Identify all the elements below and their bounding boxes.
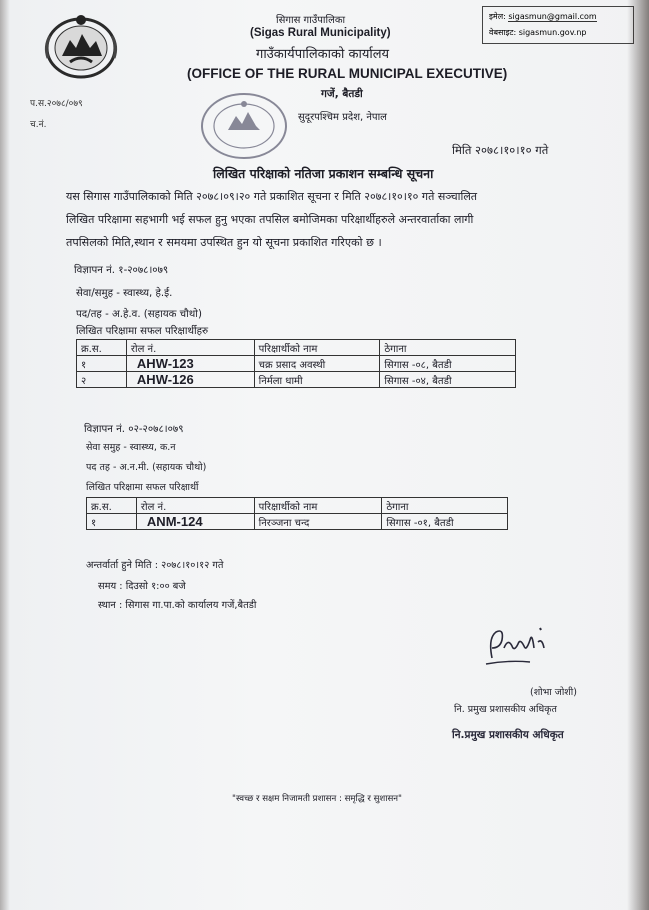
intro-line-2: लिखित परिक्षामा सहभागी भई सफल हुनु भएका तपसिल बमोजिमका परिक्षार्थीहरुले अन्तरवार्ताका लागी [66,213,474,226]
header-cell: परिक्षार्थीको नाम [254,340,380,356]
results-table-2 [86,497,508,530]
nepal-emblem-logo [40,10,122,80]
interview-place: स्थान : सिगास गा.पा.को कार्यालय गजें,बैतडी [98,600,257,611]
header-cell: ठेगाना [382,498,508,514]
municipality-name-np: सिगास गाउँपालिका [276,15,346,26]
designation-stamp: नि.प्रमुख प्रशासकीय अधिकृत [452,729,564,741]
table-caption-1: लिखित परिक्षामा सफल परिक्षार्थीहरु [76,326,209,337]
page-left-shadow [0,0,10,910]
post-level-2: पद तह - अ.न.मी. (सहायक चौथो) [86,462,207,473]
table-row [87,514,508,530]
header-cell: रोल नं. [126,340,254,356]
website-label: वेबसाइट: [489,28,517,37]
serial-cell: १ [87,514,137,530]
email-address: sigasmun@gmail.com [508,12,597,21]
municipality-name-en: (Sigas Rural Municipality) [250,27,391,39]
table-row [77,372,516,388]
interview-time: समय : दिउसो १:०० बजे [98,581,186,592]
page-edge-shadow [627,0,649,910]
office-name-en: (OFFICE OF THE RURAL MUNICIPAL EXECUTIVE) [187,66,508,81]
service-group-1: सेवा/समुह - स्वास्थ्य, हे.ई. [76,288,173,299]
notice-date: मिति २०७८।१०।१० गते [452,143,549,157]
address-cell: सिगास -०४, बैतडी [380,372,516,388]
email-label: इमेल: [489,12,506,21]
table-header-row [77,340,516,356]
roll-number-cell: ANM-124 [136,514,254,530]
reference-number: प.स.२०७८/०७९ [30,99,83,109]
header-cell: रोल नं. [136,498,254,514]
interview-date: अन्तर्वार्ता हुने मिति : २०७८।१०।१२ गते [86,560,224,571]
results-table-1 [76,339,516,388]
address-cell: सिगास -०८, बैतडी [380,356,516,372]
office-place: गजें, बैतडी [321,88,363,100]
candidate-name-cell: निरञ्जना चन्द [254,514,382,530]
official-stamp [196,86,292,166]
header-cell: ठेगाना [380,340,516,356]
slogan: "स्वच्छ र सक्षम निजामती प्रशासन : समृद्धि र सुशासन" [232,794,403,804]
signatory-designation: नि. प्रमुख प्रशासकीय अधिकृत [454,704,557,715]
advert-number-1: विज्ञापन नं. १-२०७८।०७९ [74,265,169,276]
intro-line-3: तपसिलको मिति,स्थान र समयमा उपस्थित हुन यो सूचना प्रकाशित गरिएको छ । [66,236,382,249]
candidate-name-cell: निर्मला धामी [254,372,380,388]
post-level-1: पद/तह - अ.हे.व. (सहायक चौथो) [76,309,202,320]
website-address: sigasmun.gov.np [518,28,587,37]
contact-box [482,6,634,44]
serial-cell: १ [77,356,127,372]
roll-number-cell: AHW-126 [126,372,254,388]
table-row [77,356,516,372]
notice-title: लिखित परिक्षाको नतिजा प्रकाशन सम्बन्धि सूचना [213,166,434,181]
address-cell: सिगास -०१, बैतडी [382,514,508,530]
service-group-2: सेवा समुह - स्वास्थ्य, क.न [86,442,176,453]
header-cell: क्र.स. [87,498,137,514]
roll-number-cell: AHW-123 [126,356,254,372]
signature-scribble [478,618,558,674]
serial-cell: २ [77,372,127,388]
table-caption-2: लिखित परिक्षामा सफल परिक्षार्थी [86,482,199,493]
candidate-name-cell: चक्र प्रसाद अवस्थी [254,356,380,372]
intro-line-1: यस सिगास गाउँपालिकाको मिति २०७८।०९।२० गते प्रकाशित सूचना र मिति २०७८।१०।१० गते सञ्चालित [66,190,478,203]
table-header-row [87,498,508,514]
office-province: सुदूरपश्चिम प्रदेश, नेपाल [298,112,387,123]
office-name-np: गाउँकार्यपालिकाको कार्यालय [256,47,390,62]
header-cell: परिक्षार्थीको नाम [254,498,382,514]
signatory-name: (शोभा जोशी) [530,687,577,698]
advert-number-2: विज्ञापन नं. ०२-२०७८।०७९ [84,424,184,435]
header-cell: क्र.स. [77,340,127,356]
dispatch-number: च.नं. [30,120,47,130]
